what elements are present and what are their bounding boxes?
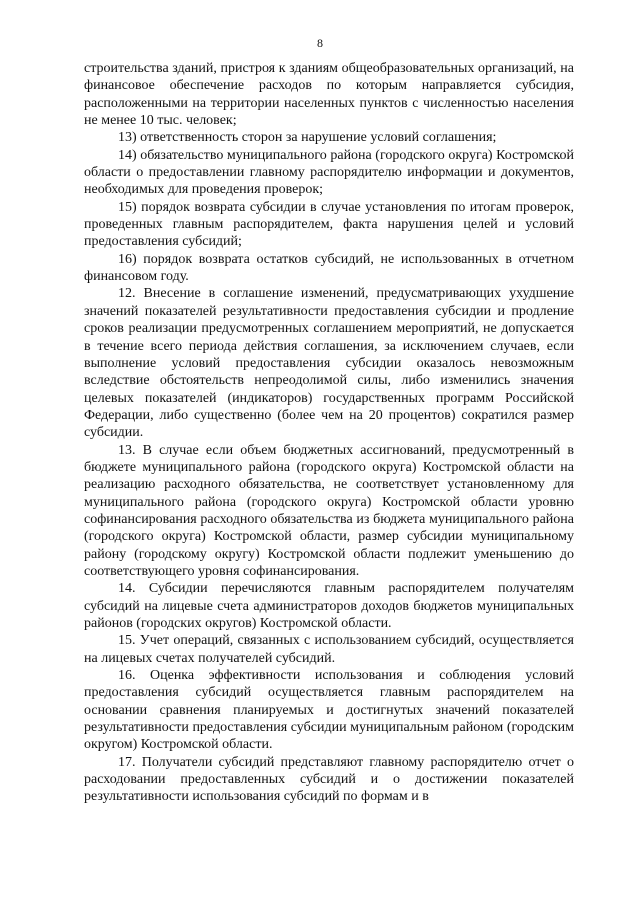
paragraph-section-13: 13. В случае если объем бюджетных ассигнований, предусмотренный в бюджете муниципального района (городского округа) Костромской области на реализацию расходного обязательства, не соответствует установленному для муниципального района (городского округа) Костромской области уровню софинансирования расходного обязательства из бюджета муниципального района (городского округа) Костромской области, размер субсидии муниципальному району (городскому округу) Костромской области подлежит уменьшению до соответствующего уровня софинансирования. [84,442,574,579]
paragraph-section-16: 16. Оценка эффективности использования и соблюдения условий предоставления субсидий осуществляется главным распорядителем на основании сравнения планируемых и достигнутых значений показателей результативности предоставления субсидии муниципальным районом (городским округом) Костромской области. [84,668,574,753]
page-number: 8 [317,36,323,50]
paragraph-item-15: 15) порядок возврата субсидии в случае установления по итогам проверок, проведенных главным распорядителем, факта нарушения целей и условий предоставления субсидий; [84,199,574,250]
paragraph-section-17: 17. Получатели субсидий представляют главному распорядителю отчет о расходовании предоставленных субсидий и о достижении показателей результативности использования субсидий по формам и в [84,754,574,805]
paragraph-item-16: 16) порядок возврата остатков субсидий, не использованных в отчетном финансовом году. [84,251,574,285]
document-body [84,60,574,806]
paragraph-section-14: 14. Субсидии перечисляются главным распорядителем получателям субсидий на лицевые счета администраторов доходов бюджетов муниципальных районов (городских округов) Костромской области. [84,581,574,631]
paragraph-section-15: 15. Учет операций, связанных с использованием субсидий, осуществляется на лицевых счетах получателей субсидий. [84,633,574,666]
paragraph-section-12: 12. Внесение в соглашение изменений, предусматривающих ухудшение значений показателей результативности предоставления субсидии и продление сроков реализации предусмотренных соглашением мероприятий, не допускается в течение всего периода действия соглашения, за исключением случаев, если выполнение условий предоставления субсидии оказалось невозможным вследствие обстоятельств непреодолимой силы, либо изменились значения целевых показателей (индикаторов) государственных программ Российской Федерации, либо существенно (более чем на 20 процентов) сократился размер субсидии. [84,286,574,441]
paragraph-continuation: строительства зданий, пристроя к зданиям общеобразовательных организаций, на финансовое обеспечение расходов по которым направляется субсидия, расположенными на территории населенных пунктов с численностью населения не менее 10 тыс. человек; [84,61,574,129]
paragraph-item-13: 13) ответственность сторон за нарушение условий соглашения; [118,130,497,146]
paragraph-item-14: 14) обязательство муниципального района (городского округа) Костромской области о предоставлении главному распорядителю информации и документов, необходимых для проведения проверок; [84,147,574,198]
